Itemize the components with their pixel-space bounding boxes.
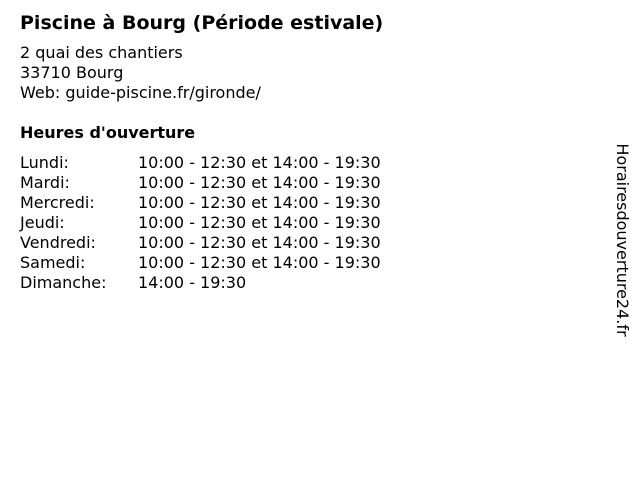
day-label: Lundi:: [20, 153, 69, 172]
website-text: Web: guide-piscine.fr/gironde/: [20, 83, 261, 102]
hours-row-vendredi: [20, 233, 381, 253]
hours-row-dimanche: [20, 273, 381, 293]
address-block: [20, 43, 261, 103]
site-watermark: Horairesdouverture24.fr: [613, 143, 632, 337]
day-label: Mardi:: [20, 173, 70, 192]
hours-row-samedi: [20, 253, 381, 273]
time-range: 10:00 - 12:30 et 14:00 - 19:30: [138, 213, 381, 232]
time-range: 10:00 - 12:30 et 14:00 - 19:30: [138, 253, 381, 272]
page-title: Piscine à Bourg (Période estivale): [20, 12, 384, 34]
address-city: 33710 Bourg: [20, 63, 124, 82]
hours-row-lundi: [20, 153, 381, 173]
opening-hours-table: [20, 153, 381, 293]
time-range: 10:00 - 12:30 et 14:00 - 19:30: [138, 233, 381, 252]
hours-row-mardi: [20, 173, 381, 193]
time-range: 10:00 - 12:30 et 14:00 - 19:30: [138, 153, 381, 172]
day-label: Jeudi:: [20, 213, 65, 232]
hours-row-jeudi: [20, 213, 381, 233]
day-label: Mercredi:: [20, 193, 95, 212]
time-range: 14:00 - 19:30: [138, 273, 247, 292]
address-street: 2 quai des chantiers: [20, 43, 183, 62]
opening-hours-heading: Heures d'ouverture: [20, 123, 196, 142]
time-range: 10:00 - 12:30 et 14:00 - 19:30: [138, 193, 381, 212]
day-label: Vendredi:: [20, 233, 96, 252]
time-range: 10:00 - 12:30 et 14:00 - 19:30: [138, 173, 381, 192]
day-label: Dimanche:: [20, 273, 107, 292]
hours-row-mercredi: [20, 193, 381, 213]
day-label: Samedi:: [20, 253, 86, 272]
